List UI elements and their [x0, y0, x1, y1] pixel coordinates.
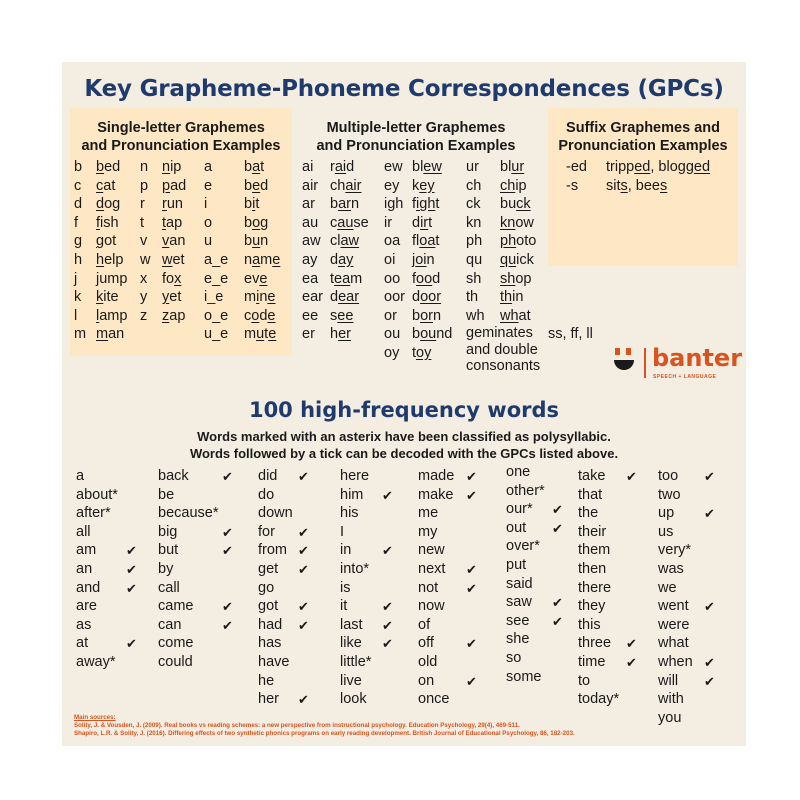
word-item: got [258, 598, 279, 615]
grapheme-label: k [74, 289, 82, 306]
grapheme-label: o [204, 214, 213, 231]
word-item: when [658, 654, 693, 670]
example-word: help [96, 252, 124, 268]
grapheme-label: b [74, 159, 83, 175]
tick-icon: ✔ [626, 469, 637, 484]
tick-icon: ✔ [704, 655, 715, 670]
example-word: cause [330, 214, 369, 231]
geminates-examples: ss, ff, ll [548, 326, 593, 342]
example-word: got [96, 233, 117, 250]
tick-icon: ✔ [222, 543, 233, 559]
tick-icon: ✔ [298, 543, 309, 559]
example-word: mine [244, 289, 276, 306]
source-line: Solity, J. & Vousden, J. (2009). Real books vs reading schemes: a new perspective from instructional psychology. Education Psychology, 29(4), 469-511. [74, 722, 520, 729]
poster-sheet [62, 62, 746, 746]
example-word: door [412, 289, 442, 306]
word-item: I [340, 523, 345, 540]
example-word: code [244, 307, 276, 324]
grapheme-label: er [302, 326, 315, 343]
example-word: born [412, 307, 442, 324]
example-word: claw [330, 233, 360, 250]
grapheme-label: qu [466, 252, 483, 268]
grapheme-label: h [74, 252, 83, 268]
grapheme-label: oor [384, 289, 405, 306]
grapheme-label: o_e [204, 307, 229, 324]
grapheme-label: p [140, 177, 149, 194]
word-item: see [506, 612, 530, 629]
grapheme-label: ch [466, 177, 482, 194]
tick-icon: ✔ [552, 520, 563, 536]
logo-tagline: SPEECH + LANGUAGE [653, 374, 717, 380]
hf-subtitle-line: Words followed by a tick can be decoded with the GPCs listed above. [189, 446, 619, 461]
geminates-line: consonants [466, 358, 541, 374]
tick-icon: ✔ [466, 580, 477, 596]
word-item: us [658, 523, 674, 540]
word-item: as [76, 616, 92, 633]
word-item: all [76, 523, 91, 540]
word-item: look [340, 691, 367, 708]
example-word: lamp [96, 307, 128, 324]
single-letter-header-line: Single-letter Graphemes [97, 120, 265, 136]
word-item: be [158, 486, 175, 503]
example-word: float [412, 233, 440, 250]
geminates-line: and double [466, 341, 538, 358]
word-item: could [158, 654, 193, 670]
grapheme-label: y [140, 289, 148, 306]
example-word: chair [330, 177, 362, 194]
grapheme-label: ck [466, 196, 481, 213]
grapheme-label: v [140, 233, 148, 250]
word-item: make [418, 486, 454, 503]
word-item: off [418, 635, 434, 652]
word-item: saw [506, 594, 532, 611]
example-word: dirt [412, 214, 433, 231]
example-word: nip [162, 159, 182, 175]
word-item: next [418, 561, 446, 577]
word-item: them [578, 542, 611, 559]
example-word: raid [330, 159, 355, 175]
word-item: come [158, 635, 194, 652]
suffix-header-line: Suffix Graphemes and [566, 120, 720, 136]
word-item: take [578, 468, 606, 484]
suffix-example: tripped, blogged [606, 159, 711, 175]
tick-icon: ✔ [552, 502, 563, 518]
tick-icon: ✔ [298, 469, 309, 484]
tick-icon: ✔ [126, 636, 137, 652]
word-item: put [506, 557, 527, 573]
suffix-header [548, 119, 738, 155]
word-item: about* [76, 486, 118, 503]
grapheme-label: ai [302, 159, 314, 175]
example-word: fox [162, 270, 182, 287]
grapheme-label: ee [302, 307, 319, 324]
grapheme-label: a [204, 159, 213, 175]
example-word: see [330, 307, 354, 324]
tick-icon: ✔ [382, 636, 393, 652]
word-item: today* [578, 691, 620, 708]
banter-logo [612, 344, 743, 384]
word-item: had [258, 616, 283, 633]
single-letter-header [70, 119, 292, 155]
word-item: go [258, 579, 275, 596]
tick-icon: ✔ [382, 617, 393, 633]
logo-divider [644, 348, 646, 378]
single-letter-header-line: and Pronunciation Examples [81, 138, 281, 154]
word-item: an [76, 561, 93, 577]
grapheme-label: wh [466, 307, 485, 324]
word-item: other* [506, 482, 545, 499]
grapheme-label: w [140, 252, 151, 268]
tick-icon: ✔ [298, 599, 309, 615]
grapheme-label: e [204, 177, 213, 194]
example-word: zap [162, 307, 186, 324]
tick-icon: ✔ [626, 655, 637, 670]
word-item: did [258, 468, 278, 484]
tick-icon: ✔ [126, 580, 137, 596]
word-item: at [76, 635, 89, 652]
word-item: do [258, 486, 275, 503]
word-item: has [258, 635, 282, 652]
word-item: call [158, 579, 180, 596]
example-word: buck [500, 196, 531, 213]
example-word: name [244, 252, 281, 268]
grapheme-label: th [466, 289, 479, 306]
example-word: bun [244, 233, 269, 250]
tick-icon: ✔ [704, 599, 715, 615]
grapheme-label: e_e [204, 270, 229, 287]
word-item: here [340, 468, 370, 484]
tick-icon: ✔ [298, 617, 309, 633]
word-item: this [578, 616, 601, 633]
example-word: her [330, 326, 351, 343]
word-item: some [506, 668, 542, 685]
word-item: but [158, 542, 179, 559]
example-word: team [330, 270, 363, 287]
grapheme-label: x [140, 270, 148, 287]
grapheme-label: ph [466, 233, 483, 250]
word-item: for [258, 523, 275, 540]
word-item: in [340, 542, 352, 559]
example-word: what [500, 307, 531, 324]
example-word: day [330, 252, 354, 268]
tick-icon: ✔ [298, 692, 309, 708]
example-word: bed [244, 177, 269, 194]
word-item: get [258, 561, 279, 577]
word-item: their [578, 523, 607, 540]
example-word: food [412, 270, 441, 287]
tick-icon: ✔ [298, 562, 309, 577]
word-item: down [258, 505, 293, 522]
word-item: to [578, 672, 591, 689]
word-item: made [418, 468, 455, 484]
word-item: two [658, 486, 681, 503]
example-word: dear [330, 289, 360, 306]
word-item: am [76, 542, 97, 559]
example-word: dog [96, 196, 121, 213]
tick-icon: ✔ [382, 487, 393, 503]
grapheme-label: ew [384, 159, 403, 175]
grapheme-label: u_e [204, 326, 229, 343]
example-word: mute [244, 326, 277, 343]
word-item: can [158, 616, 182, 633]
word-item: very* [658, 542, 692, 559]
word-item: into* [340, 561, 370, 577]
word-item: were [658, 616, 690, 633]
suffix-label: -s [566, 177, 579, 194]
hf-subtitle-line: Words marked with an asterix have been classified as polysyllabic. [197, 429, 611, 444]
multiple-letter-header-line: and Pronunciation Examples [316, 138, 516, 154]
tick-icon: ✔ [704, 469, 715, 484]
word-item: back [158, 468, 189, 484]
word-item: on [418, 672, 435, 689]
word-item: we [658, 579, 677, 596]
word-item: they [578, 598, 606, 615]
example-word: eve [244, 270, 268, 287]
word-item: three [578, 635, 612, 652]
suffix-label: -ed [566, 159, 587, 175]
word-item: me [418, 505, 439, 522]
tick-icon: ✔ [552, 613, 563, 629]
suffix-header-line: Pronunciation Examples [558, 138, 728, 154]
word-item: because* [158, 505, 219, 522]
grapheme-label: c [74, 177, 82, 194]
source-line: Shapiro, L.R. & Solity, J. (2016). Differing effects of two synthetic phonics programs on early reading development. British Journal of Educational Psychology, 86, 182-203. [74, 730, 575, 737]
grapheme-label: i [204, 196, 208, 213]
word-item: little* [340, 654, 372, 670]
word-item: are [76, 598, 97, 615]
multiple-letter-header [296, 119, 536, 155]
example-word: pad [162, 177, 187, 194]
suffix-example: sits, bees [606, 177, 668, 194]
word-item: came [158, 598, 194, 615]
example-word: tap [162, 214, 183, 231]
word-item: him [340, 486, 364, 503]
tick-icon: ✔ [552, 595, 563, 611]
word-item: our* [506, 501, 533, 518]
word-item: once [418, 691, 450, 708]
grapheme-label: u [204, 233, 213, 250]
sources-heading: Main sources: [74, 714, 116, 721]
grapheme-label: ear [302, 289, 323, 306]
word-item: and [76, 579, 101, 596]
grapheme-label: i_e [204, 289, 224, 306]
word-item: he [258, 672, 275, 689]
example-word: thin [500, 289, 524, 306]
grapheme-label: sh [466, 270, 482, 287]
hf-subtitle [62, 428, 746, 462]
grapheme-label: ur [466, 159, 479, 175]
example-word: man [96, 326, 125, 343]
word-item: what [658, 635, 689, 652]
example-word: jump [96, 270, 128, 287]
word-item: big [158, 523, 178, 540]
word-item: from [258, 542, 287, 559]
example-word: barn [330, 196, 360, 213]
word-item: not [418, 579, 439, 596]
tick-icon: ✔ [222, 469, 233, 484]
grapheme-label: oi [384, 252, 396, 268]
word-item: his [340, 505, 359, 522]
grapheme-label: oo [384, 270, 401, 287]
geminates-line: geminates [466, 325, 533, 341]
word-item: you [658, 709, 682, 726]
word-item: it [340, 598, 348, 615]
multiple-letter-header-line: Multiple-letter Graphemes [326, 120, 506, 136]
word-item: a [76, 468, 85, 484]
word-item: up [658, 505, 675, 522]
tick-icon: ✔ [222, 617, 233, 633]
grapheme-label: ay [302, 252, 318, 268]
word-item: one [506, 464, 531, 480]
page-title: Key Grapheme-Phoneme Correspondences (GPCs) [84, 76, 724, 102]
word-item: like [340, 635, 362, 652]
grapheme-label: oy [384, 345, 400, 361]
grapheme-label: kn [466, 214, 482, 231]
grapheme-label: aw [302, 233, 321, 250]
logo-name: banter [652, 344, 743, 372]
word-item: was [658, 561, 684, 577]
word-item: will [658, 672, 679, 689]
grapheme-label: igh [384, 196, 404, 213]
word-item: old [418, 654, 438, 670]
banter-logo-mark-icon [612, 346, 638, 380]
grapheme-label: ir [384, 214, 393, 231]
word-item: away* [76, 654, 116, 670]
word-item: then [578, 561, 607, 577]
example-word: know [500, 214, 534, 231]
example-word: chip [500, 177, 527, 194]
example-word: key [412, 177, 435, 194]
example-word: bog [244, 214, 269, 231]
word-item: that [578, 486, 603, 503]
grapheme-label: a_e [204, 252, 229, 268]
word-item: she [506, 631, 530, 648]
tick-icon: ✔ [298, 524, 309, 540]
tick-icon: ✔ [466, 636, 477, 652]
grapheme-label: m [74, 326, 87, 343]
word-item: too [658, 468, 679, 484]
tick-icon: ✔ [626, 636, 637, 652]
example-word: van [162, 233, 186, 250]
example-word: blew [412, 159, 442, 175]
word-item: by [158, 561, 174, 577]
grapheme-label: ar [302, 196, 315, 213]
word-item: went [658, 598, 689, 615]
tick-icon: ✔ [126, 562, 137, 577]
word-item: new [418, 542, 445, 559]
example-word: toy [412, 345, 432, 361]
word-item: so [506, 650, 522, 666]
word-item: last [340, 616, 363, 633]
example-word: join [412, 252, 435, 268]
word-item: said [506, 575, 533, 592]
grapheme-label: oa [384, 233, 401, 250]
word-item: out [506, 519, 527, 536]
grapheme-label: au [302, 214, 319, 231]
grapheme-label: j [74, 270, 78, 287]
hf-title: 100 high-frequency words [248, 398, 560, 422]
example-word: bit [244, 196, 260, 213]
example-word: kite [96, 289, 119, 306]
grapheme-label: ou [384, 326, 401, 343]
grapheme-label: t [140, 214, 145, 231]
word-item: of [418, 616, 431, 633]
example-word: yet [162, 289, 182, 306]
word-item: live [340, 672, 362, 689]
grapheme-label: g [74, 233, 83, 250]
word-item: my [418, 523, 438, 540]
grapheme-label: ey [384, 177, 400, 194]
word-item: after* [76, 505, 111, 522]
example-word: photo [500, 233, 537, 250]
word-item: time [578, 654, 606, 670]
tick-icon: ✔ [126, 543, 137, 559]
tick-icon: ✔ [466, 487, 477, 503]
grapheme-label: z [140, 307, 148, 324]
word-item: the [578, 505, 599, 522]
tick-icon: ✔ [382, 599, 393, 615]
geminates-label [466, 325, 540, 375]
grapheme-label: l [74, 307, 78, 324]
tick-icon: ✔ [466, 673, 477, 689]
example-word: bound [412, 326, 453, 343]
word-item: over* [506, 538, 540, 555]
tick-icon: ✔ [704, 673, 715, 689]
sources [74, 714, 575, 738]
tick-icon: ✔ [466, 562, 477, 577]
grapheme-label: r [140, 196, 145, 213]
tick-icon: ✔ [704, 506, 715, 522]
example-word: run [162, 196, 183, 213]
example-word: quick [500, 252, 534, 268]
example-word: blur [500, 159, 525, 175]
example-word: cat [96, 177, 116, 194]
word-item: have [258, 654, 290, 670]
tick-icon: ✔ [466, 469, 477, 484]
grapheme-label: ea [302, 270, 319, 287]
grapheme-label: or [384, 307, 397, 324]
example-word: bat [244, 159, 265, 175]
example-word: bed [96, 159, 121, 175]
tick-icon: ✔ [382, 543, 393, 559]
example-word: wet [162, 252, 185, 268]
word-item: there [578, 579, 612, 596]
grapheme-label: d [74, 196, 83, 213]
word-item: with [658, 691, 684, 708]
example-word: fight [412, 196, 440, 213]
grapheme-label: n [140, 159, 149, 175]
word-item: now [418, 598, 445, 615]
grapheme-label: f [74, 214, 79, 231]
grapheme-label: air [302, 177, 319, 194]
example-word: fish [96, 214, 119, 231]
tick-icon: ✔ [222, 599, 233, 615]
word-item: is [340, 579, 351, 596]
word-item: her [258, 691, 279, 708]
example-word: shop [500, 270, 532, 287]
tick-icon: ✔ [222, 524, 233, 540]
